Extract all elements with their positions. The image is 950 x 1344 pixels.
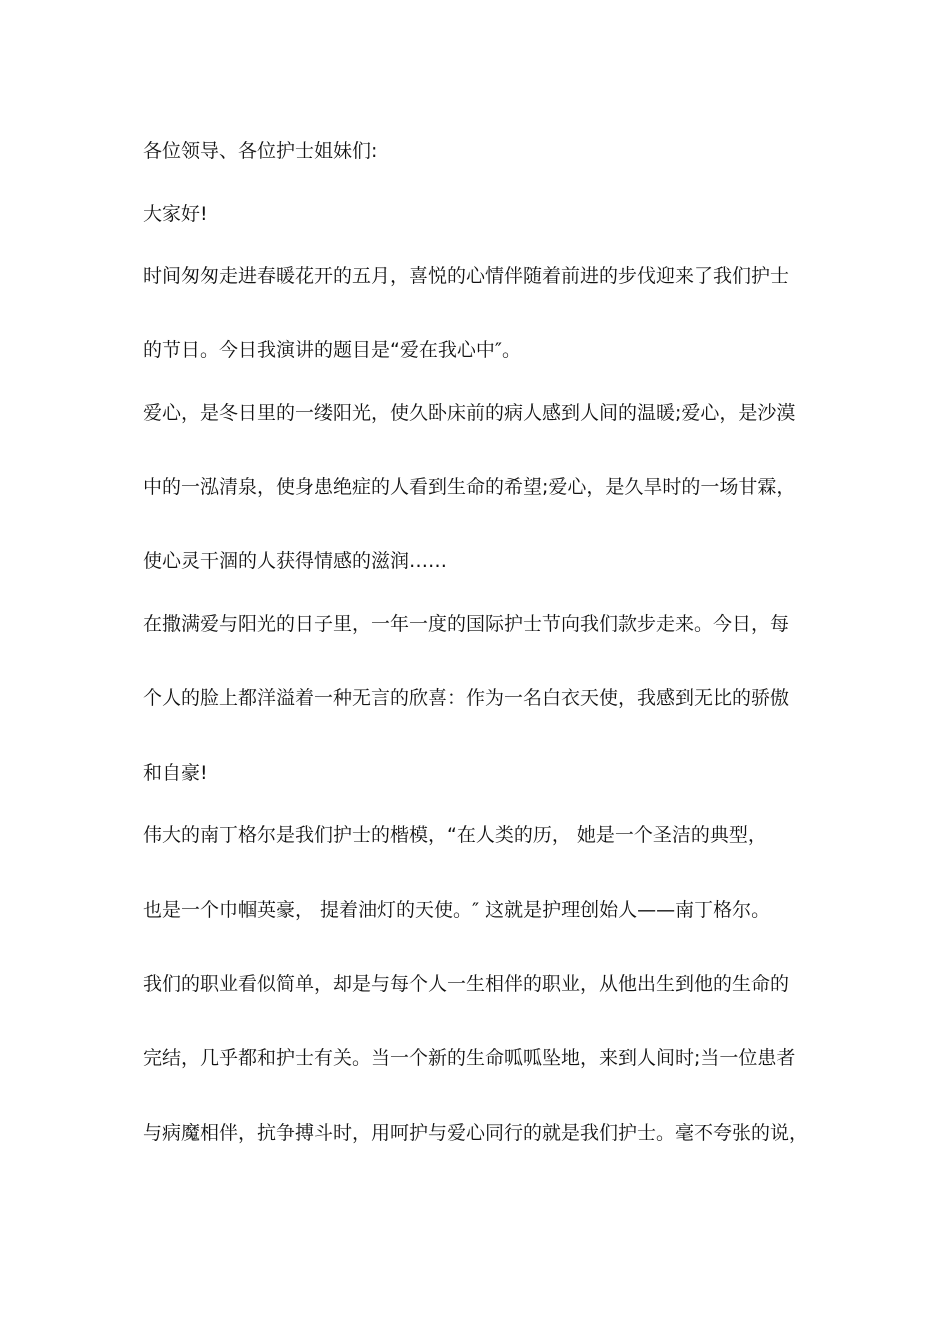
paragraph-1-line-2: 的节日。今日我演讲的题目是“爱在我心中″。 [143, 339, 521, 361]
paragraph-3-line-1: 在撒满爱与阳光的日子里，一年一度的国际护士节向我们款步走来。今日，每 [143, 613, 790, 635]
paragraph-2-line-2: 中的一泓清泉，使身患绝症的人看到生命的希望;爱心，是久旱时的一场甘霖， [143, 476, 796, 498]
greeting-line: 大家好! [143, 203, 208, 225]
paragraph-2-line-1: 爱心，是冬日里的一缕阳光，使久卧床前的病人感到人间的温暖;爱心，是沙漠 [143, 402, 796, 424]
paragraph-5-line-2: 完结，几乎都和护士有关。当一个新的生命呱呱坠地，来到人间时;当一位患者 [143, 1047, 796, 1069]
salutation-line: 各位领导、各位护士姐妹们: [143, 140, 378, 162]
paragraph-3-line-2: 个人的脸上都洋溢着一种无言的欣喜：作为一名白衣天使，我感到无比的骄傲 [143, 687, 790, 709]
paragraph-2-line-3: 使心灵干涸的人获得情感的滋润…… [143, 550, 448, 572]
paragraph-5-line-3: 与病魔相伴，抗争搏斗时，用呵护与爱心同行的就是我们护士。毫不夸张的说， [143, 1122, 809, 1144]
paragraph-5-line-1: 我们的职业看似简单，却是与每个人一生相伴的职业，从他出生到他的生命的 [143, 973, 790, 995]
paragraph-4-line-1: 伟大的南丁格尔是我们护士的楷模，“在人类的历， 她是一个圣洁的典型， [143, 824, 767, 846]
paragraph-4-line-2: 也是一个巾帼英豪， 提着油灯的天使。″ 这就是护理创始人——南丁格尔。 [143, 899, 771, 921]
paragraph-3-line-3: 和自豪! [143, 762, 208, 784]
paragraph-1-line-1: 时间匆匆走进春暖花开的五月，喜悦的心情伴随着前进的步伐迎来了我们护士 [143, 265, 790, 287]
